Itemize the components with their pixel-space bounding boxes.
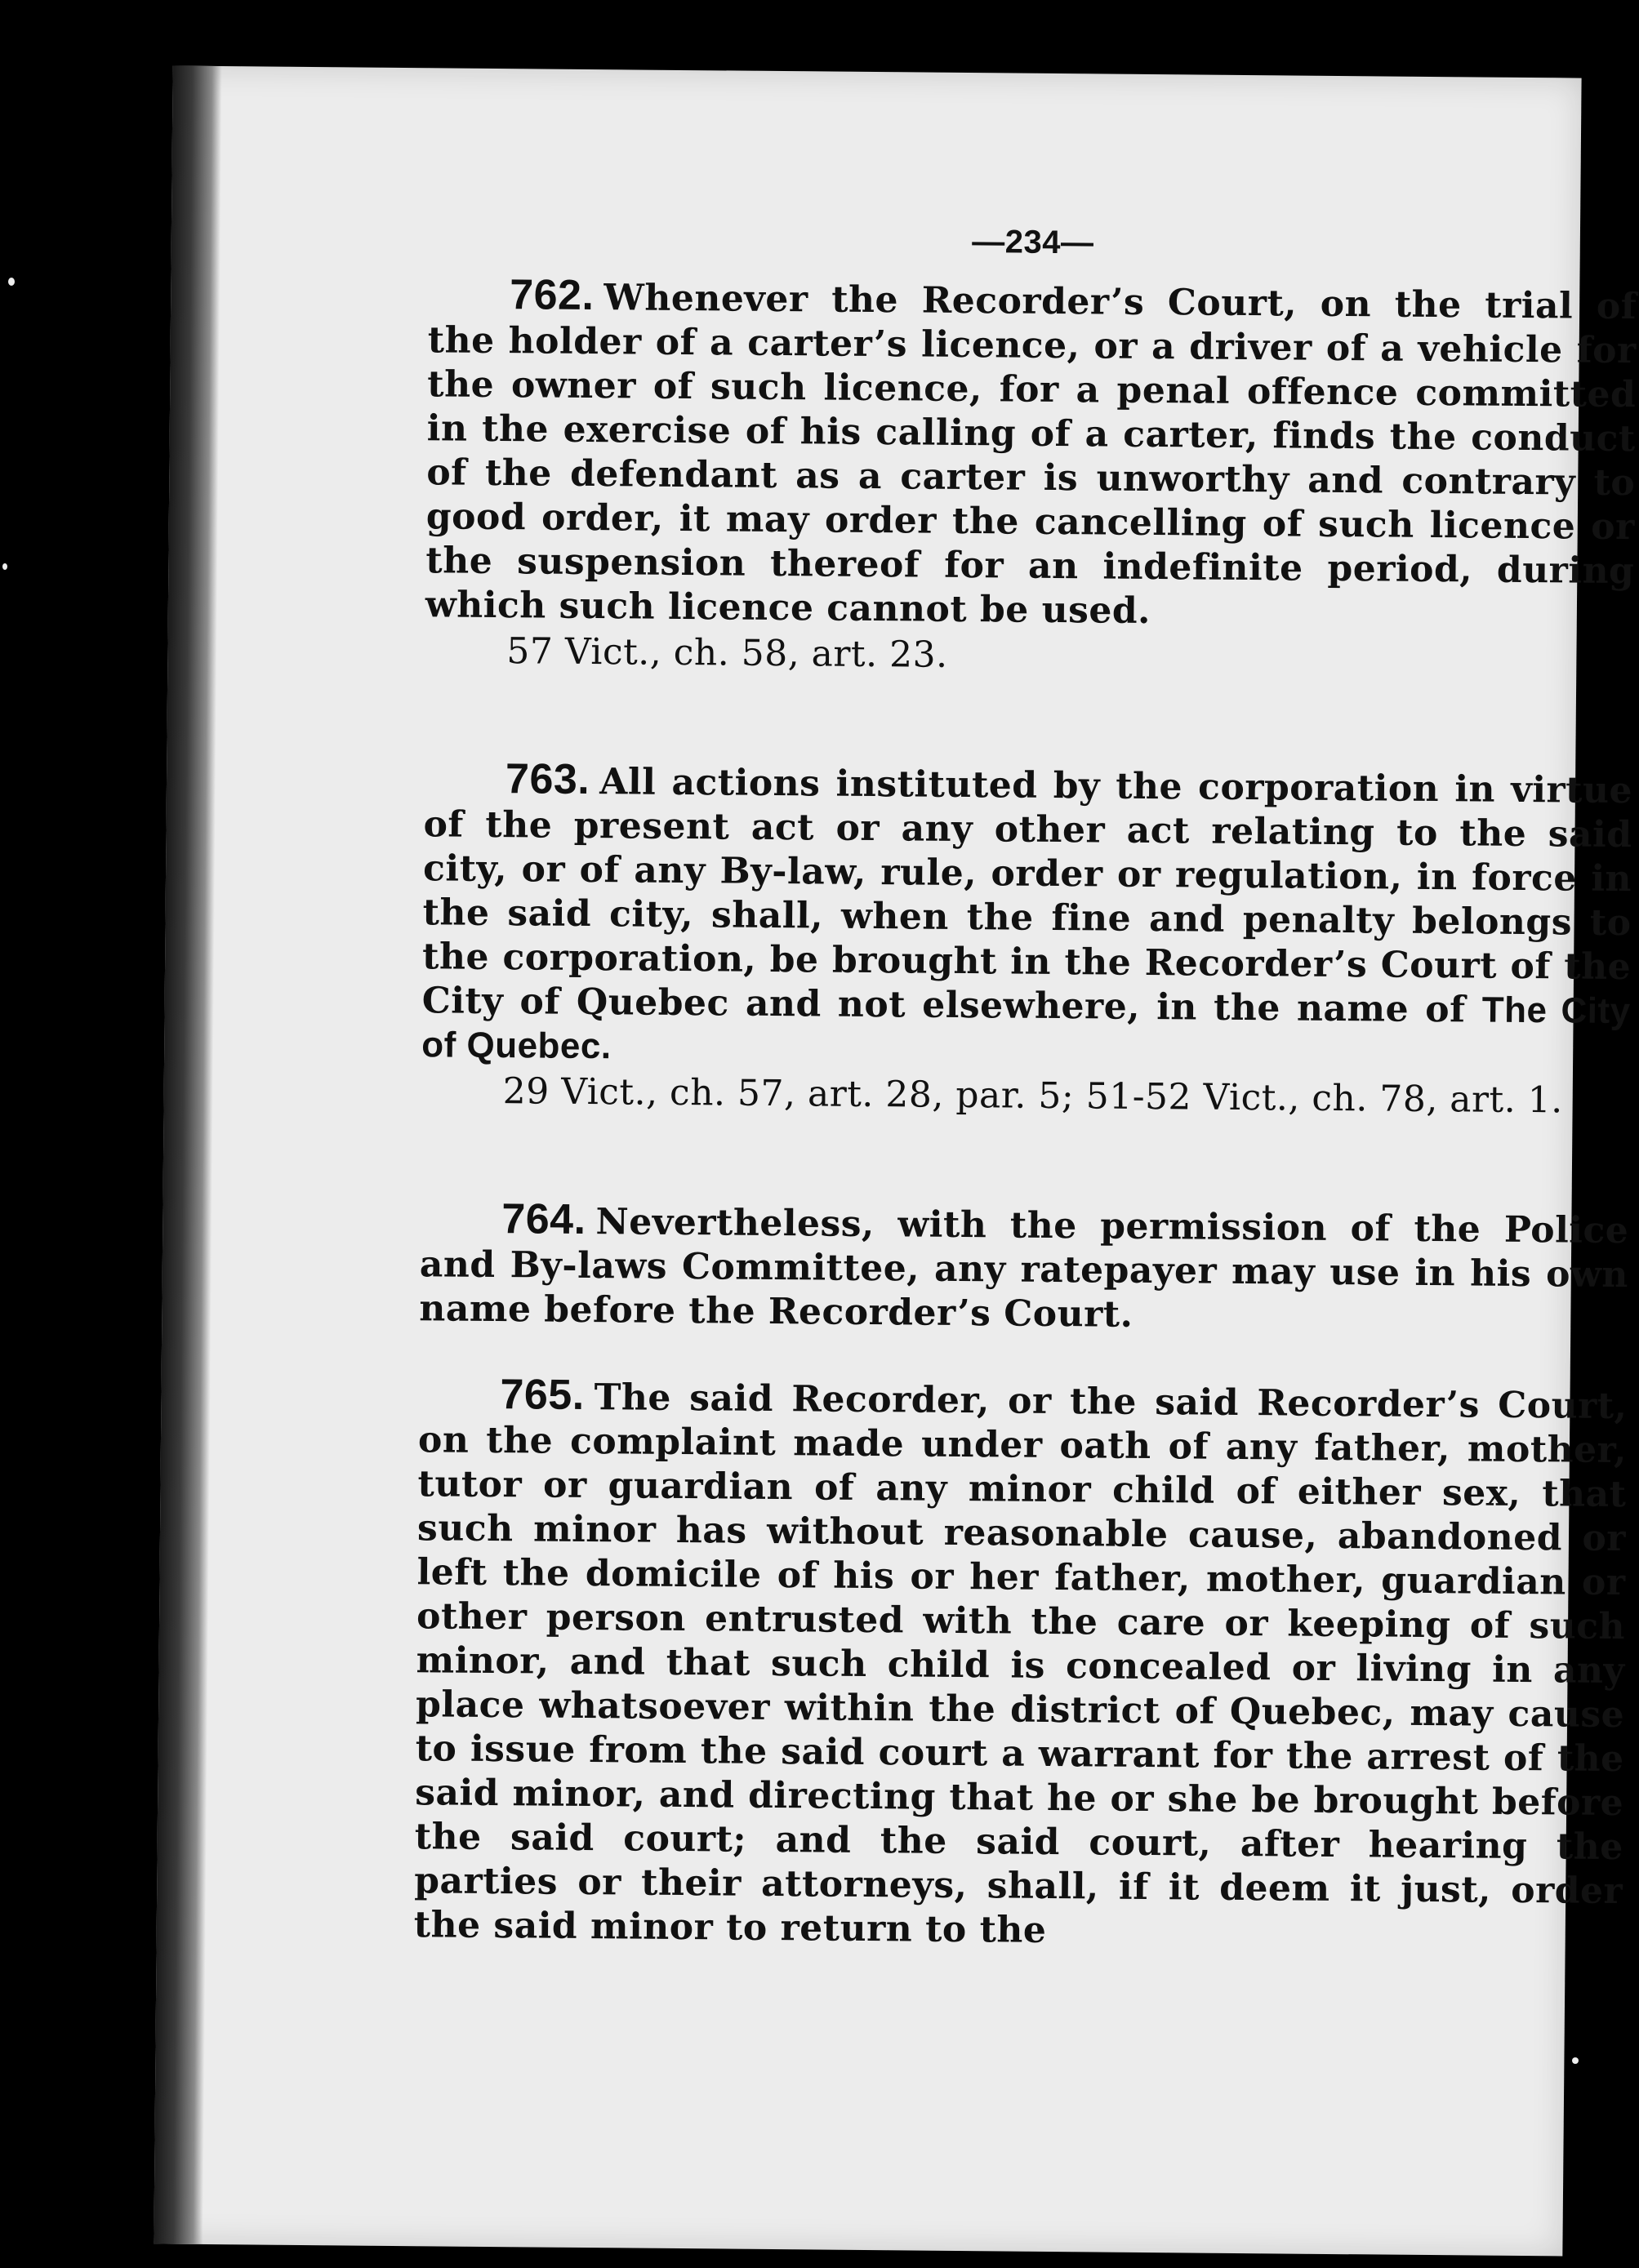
article-number: 764. xyxy=(501,1195,586,1243)
article-text: All actions instituted by the corporation in virtue of the present act or any other act relating to the said city, or of any By-law, rule, order or regulation, in force in the said city, shall, when the fine and penalty belongs to the corporation, be brought in the Recorder’s Court of the City of Quebec and not elsewhere, in the name of xyxy=(421,761,1633,1031)
scan-speck xyxy=(1572,2057,1579,2064)
book-spine-shadow xyxy=(154,66,221,2244)
page-text-block xyxy=(413,224,1637,1958)
article-number: 763. xyxy=(505,755,590,804)
article-bold-name: The City of Quebec. xyxy=(421,989,1631,1067)
article-764 xyxy=(419,1196,1628,1341)
article-765 xyxy=(414,1372,1628,1958)
article-762 xyxy=(425,272,1637,638)
article-763 xyxy=(421,756,1632,1078)
scan-speck xyxy=(2,563,7,570)
article-number: 765. xyxy=(500,1371,585,1419)
article-citation: 57 Vict., ch. 58, art. 23. xyxy=(506,630,948,676)
article-number: 762. xyxy=(509,271,595,320)
article-citation: 29 Vict., ch. 57, art. 28, par. 5; 51-52 Vict., ch. 78, art. 1. xyxy=(502,1070,1563,1122)
book-page xyxy=(154,66,1637,2257)
article-text: Nevertheless, with the permission of the Police and By-laws Committee, any ratepayer may use in his own name before the Recorder’s Court. xyxy=(419,1201,1629,1336)
article-text: Whenever the Recorder’s Court, on the trial of the holder of a carter’s licence, or a driver of a vehicle for the owner of such licence, for a penal offence committed in the exercise of his calling of a carter, finds the conduct of the defendant as a carter is unworthy and contrary to good order, it may order the cancelling of such licence or the suspension thereof for an indefinite period, during which such licence cannot be used. xyxy=(425,277,1637,632)
scan-speck xyxy=(8,278,15,286)
page-number: —234— xyxy=(972,224,1094,261)
article-text: The said Recorder, or the said Recorder’s Court, on the complaint made under oath of any father, mother, tutor or guardian of any minor child of either sex, that such minor has without reasonable cause, abandoned or left the domicile of his or her father, mother, guardian or other person entrusted with the care or keeping of such minor, and that such child is concealed or living in any place whatsoever within the district of Quebec, may cause to issue from the said court a warrant for the arrest of the said minor, and directing that he or she be brought before the said court; and the said court, after hearing the parties or their attorneys, shall, if it deem it just, order the said minor to return to the xyxy=(413,1376,1628,1951)
